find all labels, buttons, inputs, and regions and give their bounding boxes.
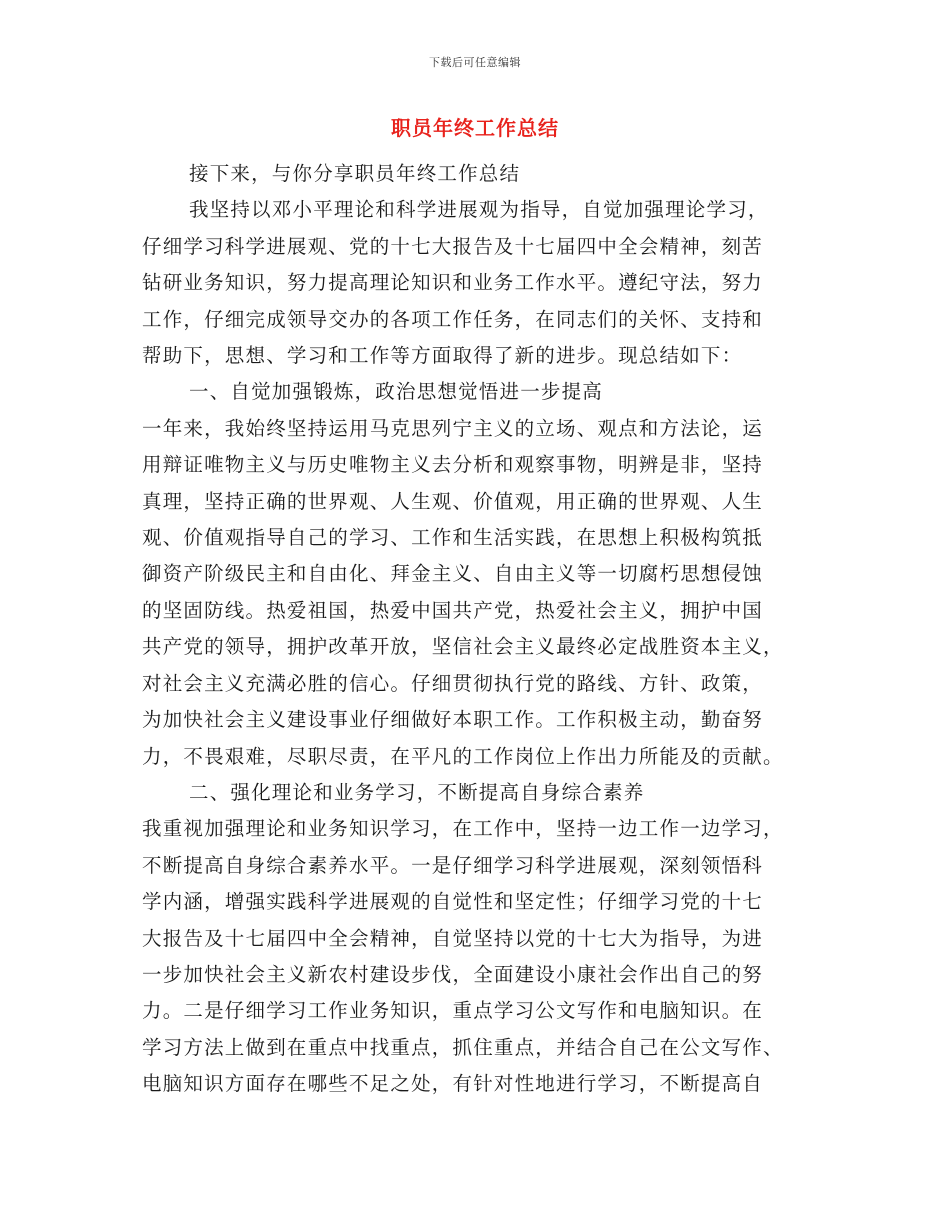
paragraph-line: 帮助下，思想、学习和工作等方面取得了新的进步。现总结如下：	[142, 344, 743, 368]
paragraph-line: 力，不畏艰难，尽职尽责，在平凡的工作岗位上作出力所能及的贡献。	[142, 744, 784, 768]
header-note: 下载后可任意编辑	[429, 56, 521, 69]
paragraph-line: 为加快社会主义建设事业仔细做好本职工作。工作积极主动，勤奋努	[142, 708, 764, 732]
paragraph-first-line: 我坚持以邓小平理论和科学进展观为指导，自觉加强理论学习，	[189, 198, 769, 222]
paragraph-line: 一年来，我始终坚持运用马克思列宁主义的立场、观点和方法论，运	[142, 416, 764, 440]
document-title: 职员年终工作总结	[391, 116, 559, 140]
paragraph-line: 用辩证唯物主义与历史唯物主义去分析和观察事物，明辨是非，坚持	[142, 453, 764, 477]
paragraph-line: 学内涵，增强实践科学进展观的自觉性和坚定性；仔细学习党的十七	[142, 890, 764, 914]
document-body	[142, 156, 810, 1103]
paragraph-line: 共产党的领导，拥护改革开放，坚信社会主义最终必定战胜资本主义，	[142, 635, 784, 659]
paragraph-line: 学习方法上做到在重点中找重点，抓住重点，并结合自己在公文写作、	[142, 1035, 784, 1059]
paragraph-line: 仔细学习科学进展观、党的十七大报告及十七届四中全会精神，刻苦	[142, 234, 764, 258]
paragraph-line: 观、价值观指导自己的学习、工作和生活实践，在思想上积极构筑抵	[142, 526, 764, 550]
paragraph-line: 工作，仔细完成领导交办的各项工作任务，在同志们的关怀、支持和	[142, 307, 764, 331]
paragraph-line: 力。二是仔细学习工作业务知识，重点学习公文写作和电脑知识。在	[142, 999, 764, 1023]
paragraph-first-line: 接下来，与你分享职员年终工作总结	[189, 162, 521, 185]
paragraph-line: 电脑知识方面存在哪些不足之处，有针对性地进行学习，不断提高自	[142, 1072, 764, 1096]
paragraph-first-line: 一、自觉加强锻炼，政治思想觉悟进一步提高	[189, 380, 604, 404]
paragraph-line: 对社会主义充满必胜的信心。仔细贯彻执行党的路线、方针、政策，	[142, 671, 764, 695]
paragraph-line: 不断提高自身综合素养水平。一是仔细学习科学进展观，深刻领悟科	[142, 853, 764, 877]
paragraph-line: 御资产阶级民主和自由化、拜金主义、自由主义等一切腐朽思想侵蚀	[142, 562, 764, 586]
paragraph-line: 钻研业务知识，努力提高理论知识和业务工作水平。遵纪守法，努力	[142, 271, 764, 295]
paragraph-first-line: 二、强化理论和业务学习，不断提高自身综合素养	[189, 780, 645, 804]
paragraph-line: 的坚固防线。热爱祖国，热爱中国共产党，热爱社会主义，拥护中国	[142, 598, 764, 622]
paragraph-line: 我重视加强理论和业务知识学习，在工作中，坚持一边工作一边学习，	[142, 817, 784, 841]
paragraph-line: 一步加快社会主义新农村建设步伐，全面建设小康社会作出自己的努	[142, 962, 764, 986]
paragraph-line: 真理，坚持正确的世界观、人生观、价值观，用正确的世界观、人生	[142, 489, 764, 513]
paragraph-line: 大报告及十七届四中全会精神，自觉坚持以党的十七大为指导，为进	[142, 926, 764, 950]
